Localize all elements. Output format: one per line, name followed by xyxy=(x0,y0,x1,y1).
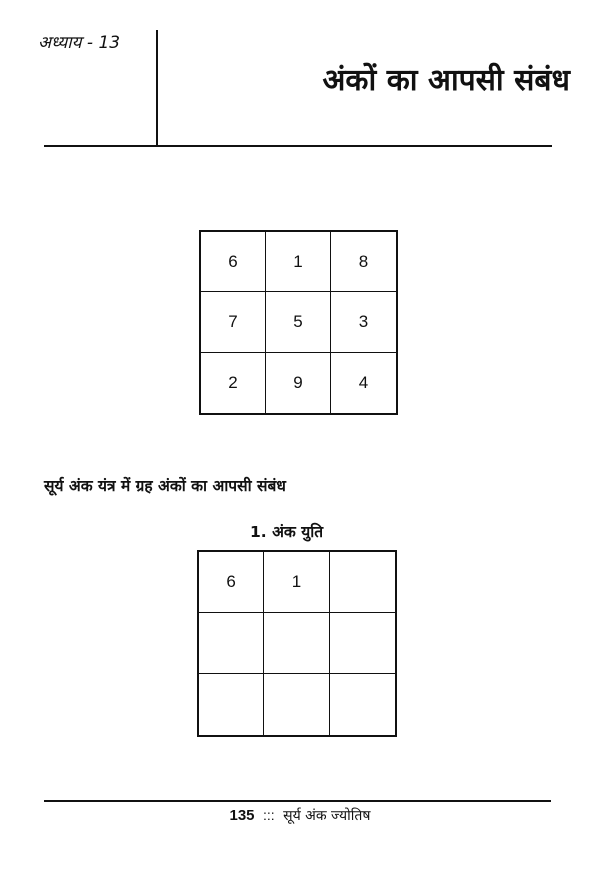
grid-cell: 5 xyxy=(266,292,331,352)
grid-cell xyxy=(330,552,395,613)
grid-cell xyxy=(199,613,264,674)
grid-cell: 7 xyxy=(201,292,266,352)
grid-cell xyxy=(330,613,395,674)
grid-cell: 6 xyxy=(201,232,266,292)
header-divider-vertical xyxy=(156,30,158,146)
sub-heading: 1. अंक युति xyxy=(250,523,324,541)
number-conjunction-grid xyxy=(197,550,397,737)
sun-number-yantra-grid xyxy=(199,230,398,415)
grid-cell: 3 xyxy=(331,292,396,352)
grid-cell: 9 xyxy=(266,353,331,413)
grid-cell xyxy=(264,613,329,674)
section-heading: सूर्य अंक यंत्र में ग्रह अंकों का आपसी संबंध xyxy=(44,477,286,495)
header-divider-horizontal xyxy=(44,145,552,147)
page-footer xyxy=(0,806,600,825)
footer-separator: ::: xyxy=(262,807,275,823)
grid-cell xyxy=(199,674,264,735)
grid-cell: 1 xyxy=(264,552,329,613)
grid-cell xyxy=(330,674,395,735)
grid-cell: 8 xyxy=(331,232,396,292)
book-title: सूर्य अंक ज्योतिष xyxy=(283,808,371,824)
page-number: 135 xyxy=(229,807,255,824)
grid-cell: 2 xyxy=(201,353,266,413)
grid-cell: 1 xyxy=(266,232,331,292)
grid-cell: 6 xyxy=(199,552,264,613)
grid-cell xyxy=(264,674,329,735)
chapter-title: अंकों का आपसी संबंध xyxy=(322,63,570,98)
grid-cell: 4 xyxy=(358,372,369,392)
footer-divider xyxy=(44,800,551,802)
chapter-label: अध्याय - 13 xyxy=(38,33,121,53)
